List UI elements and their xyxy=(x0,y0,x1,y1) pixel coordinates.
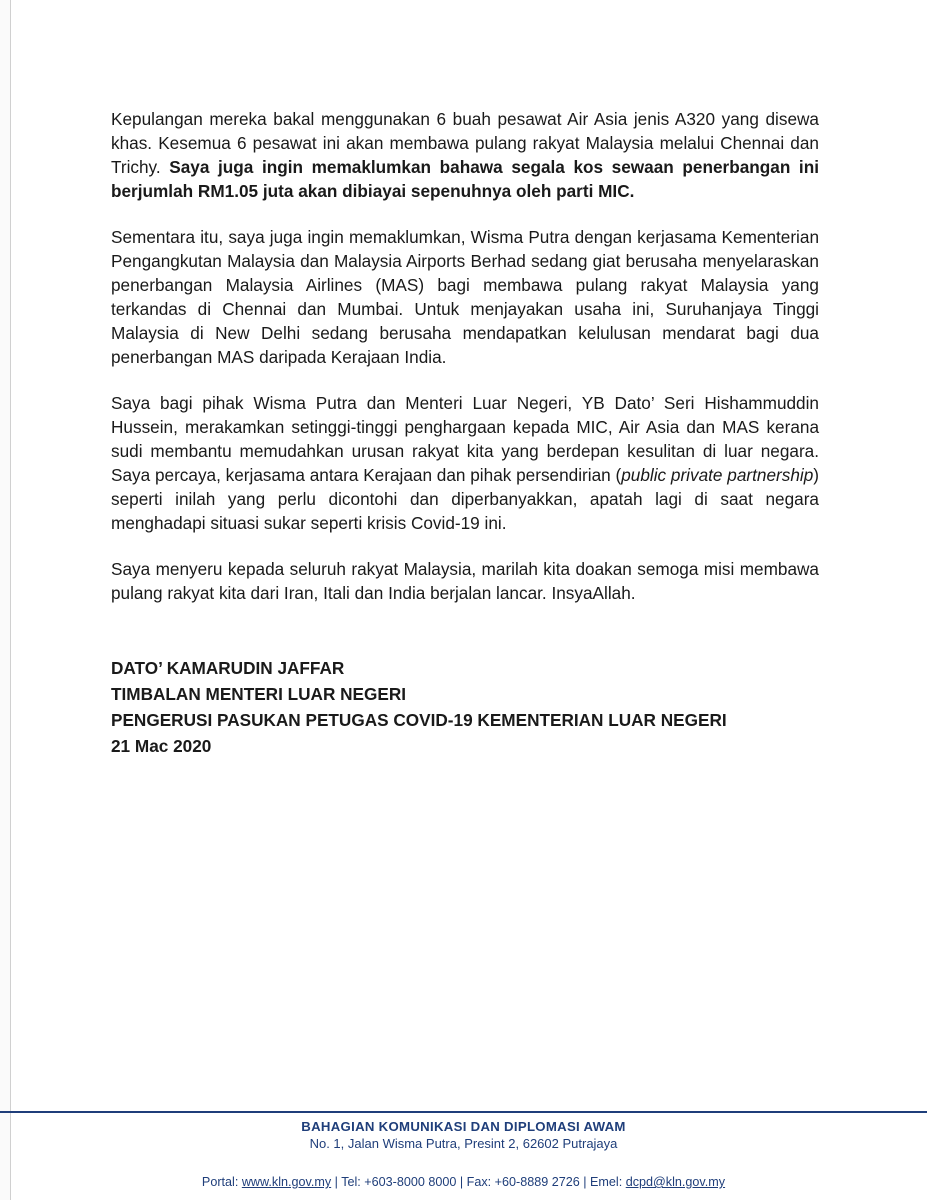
letter-date: 21 Mac 2020 xyxy=(111,736,212,756)
footer-portal-label: Portal: xyxy=(201,1175,242,1189)
letter-body xyxy=(111,107,819,759)
signature-block xyxy=(111,655,819,759)
footer-tel-fax: | Tel: +603-8000 8000 | Fax: +60-8889 2726 | Emel: xyxy=(331,1175,626,1189)
signatory-role: PENGERUSI PASUKAN PETUGAS COVID-19 KEMENTERIAN LUAR NEGERI xyxy=(111,710,727,730)
paragraph-2: Sementara itu, saya juga ingin memaklumkan, Wisma Putra dengan kerjasama Kementerian Pengangkutan Malaysia dan Malaysia Airports Berhad sedang giat berusaha menyelaraskan penerbangan Malaysia Airlines (MAS) bagi membawa pulang rakyat Malaysia yang terkandas di Chennai dan Mumbai. Untuk menjayakan usaha ini, Suruhanjaya Tinggi Malaysia di New Delhi sedang berusaha mendapatkan kelulusan mendarat bagi dua penerbangan MAS daripada Kerajaan India. xyxy=(111,227,819,367)
signatory-name: DATO’ KAMARUDIN JAFFAR xyxy=(111,658,345,678)
footer xyxy=(0,1118,927,1191)
footer-department: BAHAGIAN KOMUNIKASI DAN DIPLOMASI AWAM xyxy=(301,1119,626,1134)
paragraph-3 xyxy=(111,391,819,535)
paragraph-3-italic-text: public private partnership xyxy=(621,465,814,485)
paragraph-3-text-a: Saya bagi pihak Wisma Putra dan Menteri Luar Negeri, YB Dato’ Seri Hishammuddin Hussein, merakamkan setinggi-tinggi penghargaan kepada MIC, Air Asia dan MAS kerana sudi membantu memudahkan urusan rakyat kita yang berdepan kesulitan di luar negara. Saya percaya, kerjasama antara Kerajaan dan pihak persendirian ( xyxy=(111,393,819,485)
email-link[interactable]: dcpd@kln.gov.my xyxy=(625,1175,726,1189)
page-left-edge xyxy=(0,0,11,1200)
footer-address: No. 1, Jalan Wisma Putra, Presint 2, 62602 Putrajaya xyxy=(309,1136,618,1151)
footer-divider xyxy=(0,1111,927,1113)
portal-link[interactable]: www.kln.gov.my xyxy=(241,1175,332,1189)
footer-contact xyxy=(0,1173,927,1191)
paragraph-1 xyxy=(111,107,819,203)
paragraph-3-text-b: ) seperti inilah yang perlu dicontohi dan diperbanyakkan, apatah lagi di saat negara menghadapi situasi sukar seperti krisis Covid-19 ini. xyxy=(111,465,819,533)
paragraph-1-bold-text: Saya juga ingin memaklumkan bahawa segala kos sewaan penerbangan ini berjumlah RM1.05 juta akan dibiayai sepenuhnya oleh parti MIC. xyxy=(111,157,819,201)
paragraph-1-text: Kepulangan mereka bakal menggunakan 6 buah pesawat Air Asia jenis A320 yang disewa khas. Kesemua 6 pesawat ini akan membawa pulang rakyat Malaysia melalui Chennai dan Trichy. xyxy=(111,109,819,177)
signatory-title: TIMBALAN MENTERI LUAR NEGERI xyxy=(111,684,407,704)
paragraph-4: Saya menyeru kepada seluruh rakyat Malaysia, marilah kita doakan semoga misi membawa pulang rakyat kita dari Iran, Itali dan India berjalan lancar. InsyaAllah. xyxy=(111,559,819,603)
